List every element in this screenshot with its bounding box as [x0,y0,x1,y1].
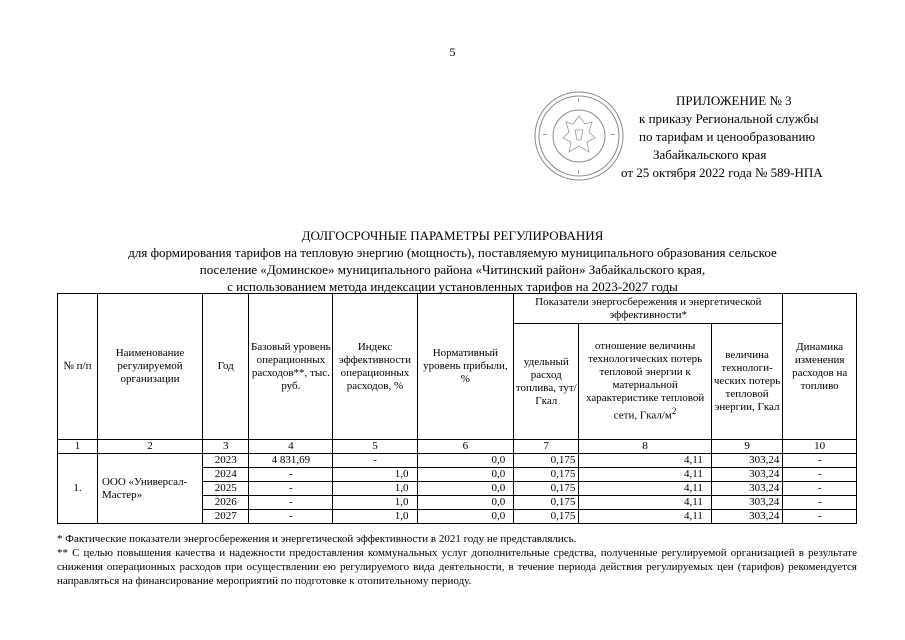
header-org: Наименование регулируемой организации [97,294,202,440]
cell-dynamics: - [783,510,857,524]
parameters-table [57,293,857,524]
header-profit: Нормативный уровень прибыли, % [417,294,514,440]
footnote-1: * Фактические показатели энергосбережения и энергетической эффективности в 2021 году не представлялись. [57,533,577,545]
cell-dynamics: - [783,454,857,468]
header-energy-group: Показатели энергосбережения и энергетической эффективности* [514,294,783,324]
official-seal-icon [533,90,625,182]
column-numbers-row [58,440,857,454]
cell-index: - [333,454,417,468]
column-number: 10 [783,440,857,454]
cell-index: 1,0 [333,482,417,496]
cell-year: 2026 [203,496,249,510]
cell-year: 2027 [203,510,249,524]
column-number: 7 [514,440,579,454]
header-dynamics: Динамика изменения расходов на топливо [783,294,857,440]
cell-dynamics: - [783,482,857,496]
document-subtitle-3: с использованием метода индексации установленных тарифов на 2023-2027 годы [227,279,678,294]
cell-ratio: 4,11 [579,468,711,482]
document-title: ДОЛГОСРОЧНЫЕ ПАРАМЕТРЫ РЕГУЛИРОВАНИЯ [301,228,604,243]
cell-index: 1,0 [333,510,417,524]
footnotes [57,532,857,588]
cell-base: - [249,468,333,482]
column-number: 1 [58,440,98,454]
column-number: 9 [711,440,783,454]
document-subtitle-1: для формирования тарифов на тепловую энергию (мощность), поставляемую муниципального образования сельское [128,245,777,260]
cell-index: 1,0 [333,468,417,482]
cell-base: 4 831,69 [249,454,333,468]
header-fuel: удельный расход топлива, тут/Гкал [514,324,579,440]
cell-index: 1,0 [333,496,417,510]
cell-losses: 303,24 [711,468,783,482]
header-losses: величина технологи-ческих потерь тепловой энергии, Гкал [711,324,783,440]
cell-dynamics: - [783,496,857,510]
cell-profit: 0,0 [417,468,514,482]
cell-profit: 0,0 [417,496,514,510]
header-index: Индекс эффективности операционных расходов, % [333,294,417,440]
page-number: 5 [449,45,456,59]
cell-fuel: 0,175 [514,510,579,524]
column-number: 5 [333,440,417,454]
cell-losses: 303,24 [711,482,783,496]
column-number: 8 [579,440,711,454]
cell-year: 2023 [203,454,249,468]
document-title-block [0,227,905,295]
cell-fuel: 0,175 [514,496,579,510]
org-number: 1. [58,454,98,524]
cell-profit: 0,0 [417,454,514,468]
org-name: ООО «Универсал-Мастер» [97,454,202,524]
cell-base: - [249,496,333,510]
cell-year: 2024 [203,468,249,482]
header-num: № п/п [58,294,98,440]
cell-base: - [249,482,333,496]
document-subtitle-2: поселение «Доминское» муниципального района «Читинский район» Забайкальского края, [199,262,706,277]
header-year: Год [203,294,249,440]
table-row [58,454,857,468]
appendix-line-service: по тарифам и ценообразованию [639,129,816,144]
cell-base: - [249,510,333,524]
column-number: 4 [249,440,333,454]
cell-fuel: 0,175 [514,482,579,496]
cell-ratio: 4,11 [579,510,711,524]
column-number: 6 [417,440,514,454]
appendix-title: ПРИЛОЖЕНИЕ № 3 [676,93,792,108]
cell-ratio: 4,11 [579,482,711,496]
cell-fuel: 0,175 [514,454,579,468]
footnote-2: ** С целью повышения качества и надежности предоставления коммунальных услуг дополнительные средства, полученные регулируемой организацией в результате снижения операционных расходов при осуществлении ею регулируемого вида деятельности, в течение периода действия регулируемых цен (тарифов) рекомендуется направляться на финансирование мероприятий по подготовке к отопительному периоду. [57,547,857,587]
cell-year: 2025 [203,482,249,496]
column-number: 3 [203,440,249,454]
cell-ratio: 4,11 [579,496,711,510]
cell-profit: 0,0 [417,510,514,524]
cell-dynamics: - [783,468,857,482]
cell-ratio: 4,11 [579,454,711,468]
cell-losses: 303,24 [711,510,783,524]
cell-losses: 303,24 [711,496,783,510]
cell-profit: 0,0 [417,482,514,496]
column-number: 2 [97,440,202,454]
appendix-line-region: Забайкальского края [653,147,767,162]
cell-losses: 303,24 [711,454,783,468]
appendix-header [621,92,888,182]
appendix-line-order: к приказу Региональной службы [639,111,819,126]
header-base: Базовый уровень операционных расходов**, тыс. руб. [249,294,333,440]
cell-fuel: 0,175 [514,468,579,482]
header-ratio: отношение величины технологических потерь тепловой энергии к материальной характеристике тепловой сети, Гкал/$м^2$ [579,324,711,440]
appendix-line-date: от 25 октября 2022 года № 589-НПА [621,165,823,180]
